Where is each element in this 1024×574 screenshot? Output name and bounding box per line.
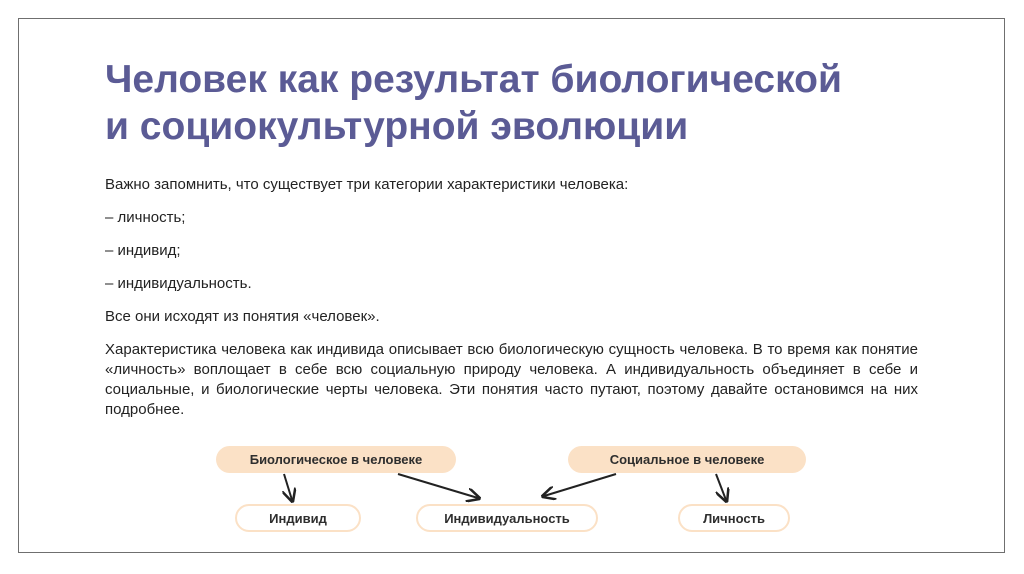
- personality-pill: Личность: [678, 504, 790, 532]
- title-line-1: Человек как результат биологической: [105, 58, 842, 101]
- list-item-personality: – личность;: [105, 209, 186, 226]
- description-paragraph: Характеристика человека как индивида описывает всю биологическую сущность человека. В то время как понятие «личность» воплощает в себе всю социальную природу человека. А индивидуальность объединяет в себе и социальные, и биологические черты человека. Эти понятия часто путают, поэтому давайте остановимся на них подробнее.: [105, 341, 918, 418]
- list-item-individual: – индивид;: [105, 242, 181, 259]
- summary-text: Все они исходят из понятия «человек».: [105, 308, 380, 325]
- biological-pill: Биологическое в человеке: [216, 446, 456, 473]
- slide-title: [105, 56, 965, 150]
- intro-text: Важно запомнить, что существует три категории характеристики человека:: [105, 176, 629, 193]
- individual-pill: Индивид: [235, 504, 361, 532]
- title-line-2: и социокультурной эволюции: [105, 105, 689, 148]
- social-pill: Социальное в человеке: [568, 446, 806, 473]
- individuality-pill: Индивидуальность: [416, 504, 598, 532]
- slide-body: [105, 175, 918, 420]
- list-item-individuality: – индивидуальность.: [105, 275, 252, 292]
